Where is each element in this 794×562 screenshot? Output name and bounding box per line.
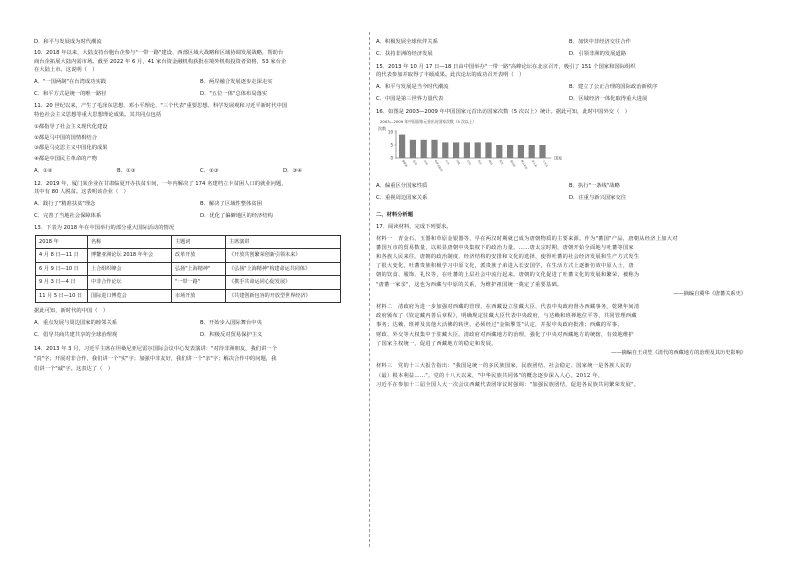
bar [464,142,470,158]
material-1-source: ——摘编自冀华《唐蕃关系史》 [673,290,746,297]
material-line: 财政、外交等大权集中于驻藏大臣。清政府对西藏地方的治理，强化了中央对西藏地方的统辖，有效地维护 [376,331,634,338]
x-tick-label: 德国 [487,159,493,166]
q14-stem-line: "真"字；开展对非合作，我们讲一个"实"字；加强中非友好，我们讲一个"亲"字；解决合作中的问题，我 [34,355,277,362]
x-tick-label: 巴西 [466,159,472,166]
chart-title: 2003—2009 年中国国家元首出访国家次数（5 次以上） [380,119,477,125]
x-tick-label: 埃及 [498,159,504,166]
table-row [36,289,341,303]
q12-option-a[interactable]: A．践行了"精准扶贫"理念 [34,200,96,207]
bar [485,142,491,158]
material-line: 了很大变化。吐蕃贵族积极学习中原文化，派贵族子弟进入长安国学，在生活方式上逐渐仿效中原人士，唐 [376,263,634,270]
question-11 [34,102,366,175]
q14-stem-line: 们讲一个"诚"字。这表达了（ ） [34,365,114,372]
bar [410,140,416,158]
column-divider [369,32,370,547]
table-header-cell: 主题词 [172,235,226,249]
q13-stem: 13．下表为 2018 年在中国举行的部分重大国际活动的情况 [34,225,175,232]
q11-stem-line: 特色社会主义思想等重大思想理论成果。其共同点包括 [34,111,162,118]
events-table [35,235,341,304]
bar [518,145,524,158]
y-tick-label: 0 [390,155,393,161]
table-header-cell: 主席演讲 [226,235,341,249]
left-column [34,38,366,374]
q11-item: ④都是中国民主革命的产物 [34,155,98,162]
table-cell: 《携手共命运同心促发展》 [226,276,341,290]
q14-stem-line: 14．2013 年 3 月，习近平主席在坦桑尼亚尼雷尔国际会议中心发表演讲："对待非洲朋友，我们讲一个 [34,345,277,352]
material-2 [376,303,762,349]
x-tick-label: 墨西哥 [509,159,516,168]
table-cell: 市场开放 [172,289,226,303]
table-cell: 《开放共创繁荣创新引领未来》 [226,249,341,263]
y-tick-label: 10 [387,129,393,135]
x-tick-label: 意大利 [530,159,538,168]
bar [431,140,437,158]
q14-stem [34,344,366,374]
table-row [36,262,341,276]
question-16 [376,108,762,203]
material-line: "唐蕃一家亲"，这也为西藏与中原的关系，为维护祖国统一奠定了重要基础。 [376,281,563,288]
q15-stem [376,63,762,80]
q15-option-b[interactable]: B．建立了公正合理的国际政治新秩序 [569,83,658,90]
table-cell: 国际进口博览会 [88,289,172,303]
q16-option-d[interactable]: D．注重与新兴国家交往 [569,195,627,202]
question-14 [34,344,366,374]
bar [496,145,502,158]
q11-option-c[interactable]: C．②③ [200,168,219,175]
q11-options [34,167,366,175]
q15-stem-line: 15．2013 年 10 月 17 日—18 日由中国举办"一带一路"高峰论坛在北京召开，吸引了 151 个国家和国际组织 [376,63,636,70]
material-line: 材料三 党的十三大报告指出："我国是统一的多民族国家，民族团结、社会稳定、国家统一是各族人民的 [376,363,632,370]
bar [475,142,481,158]
q15-option-d[interactable]: D．区域经济一体化取得重大进展 [569,95,648,102]
x-tick-label: 土耳其 [541,159,549,168]
material-line: 习近平在参加十二届全国人大一次会议西藏代表团审议时强调："加强民族团结，促进各民族共同繁荣发展"。 [376,381,640,388]
bar [421,140,427,158]
table-header-cell: 名称 [88,235,172,249]
x-tick-label: 俄罗斯 [401,159,408,168]
q12-options [34,200,366,220]
table-header-cell: 2018 年 [36,235,88,249]
q14-option-a[interactable]: A．积极发展全球伙伴关系 [376,39,438,45]
question-10 [34,49,366,97]
q14-option-c[interactable]: C．扶持非洲的经济发展 [376,51,433,58]
q15-option-a[interactable]: A．和平与发展是当今时代潮流 [376,83,449,90]
q10-option-d[interactable]: D．"五位一体"总体布局落实 [200,90,268,97]
q12-option-b[interactable]: B．解决了区域性整体贫困 [200,200,262,207]
bar [453,142,459,158]
question-12 [34,180,366,220]
q10-option-c[interactable]: C．和平方式是统一的唯一路径 [34,90,107,97]
bar-chart-svg [376,124,596,176]
bar [399,135,405,158]
y-axis-label: 次数 [378,126,386,132]
q10-option-a[interactable]: A．"一国两制"在台湾成功实践 [34,78,107,85]
bar [529,145,535,158]
x-tick-label: 日本 [444,159,450,166]
material-line: （最）根本利益……"。党的十八大以来，"中华民族共同体"的概念逐步深入人心。2012 年， [376,372,604,379]
q15-option-c[interactable]: C．中国是第三世界力量代表 [376,95,444,102]
table-cell: 《共建创新包容的开放型世界经济》 [226,289,341,303]
material-1 [376,235,762,290]
q10-stem-line: 商台企拓展大陆内需市场。截至 2022 年 6 月，41 家台资金融机构获批在境外机构投资者资格，53 家台企 [34,58,287,65]
q16-option-a[interactable]: A．偏重区分国家性质 [376,183,428,190]
question-15 [376,63,762,103]
q16-stem: 16．如图是 2003—2009 年中国国家元首出访国家次数（5 次以上）统计。据此可知，此时中国外交（ ） [376,108,630,115]
q17-stem: 17．阅读材料，完成下列要求。 [376,224,452,231]
right-column [376,38,762,390]
q14-options [376,38,762,58]
q12-option-c[interactable]: C．完善了当地社会保障体系 [34,212,102,219]
material-line: 事务；达赖、班禅及其他大活佛的转世，必须经过"金瓶掣签"认定，并报中央政府批准；西藏的军事、 [376,322,623,329]
x-axis-label: 国家 [554,155,563,161]
q10-stem-line: 在大陆上市。这说明（ ） [34,67,98,74]
x-tick-label: 哈萨克斯坦 [433,159,443,173]
x-tick-label: 南非 [476,159,483,166]
bar [442,142,448,158]
material-3 [376,362,762,390]
table-cell: 11 月 5 日—10 日 [36,289,88,303]
material-line: 材料一 青金石、玉器和草原金银器等，早在两汉时期就已成为唐朝物质的主要来源。作为"蕃国"产品，唐朝从经济上加大对 [376,235,678,242]
q16-option-b[interactable]: B．执行"一条线"战略 [569,183,620,190]
q13-option-a[interactable]: A．重点发展与周边国家的睦邻关系 [34,319,118,326]
x-tick-label: 澳大利亚 [520,159,528,171]
q12-option-d[interactable]: D．优化了偏僻地区的经济结构 [200,212,273,219]
table-row [36,249,341,263]
q10-options [34,78,366,98]
q12-stem-line: 12．2019 年，厦门某企业在甘肃临夏开办扶贫车间，一年内解决了 174 名建档立卡贫困人口的就业问题， [34,180,287,187]
q12-stem [34,180,366,197]
table-cell: 弘扬"上海精神" [172,262,226,276]
x-tick-label: 美国 [412,159,418,166]
q14-option-d[interactable]: D．引领非洲的发展道路 [569,51,627,58]
section-heading: 二、材料分析题 [376,211,414,218]
q15-options [376,83,762,103]
table-cell: 6 月 9 日—10 日 [36,262,88,276]
material-2-source: ——摘编自王戎笙《清代的西藏地方的治理及其历史影响》 [611,350,746,357]
q11-stem [34,102,366,119]
q15-stem-line: 的代表参加并取得了丰硕成果。此次论坛的成功召开表明（ ） [376,72,525,79]
material-line: 政府颁布了《钦定藏内善后章程》，明确规定驻藏大臣代表中央政府，与达赖和班禅地位平等，共同管理西藏 [376,313,637,320]
table-cell: 《弘扬"上海精神"构建命运共同体》 [226,262,341,276]
q10-option-b[interactable]: B．两岸融合发展逐步走深走实 [200,78,273,85]
table-cell: 中非合作论坛 [88,276,172,290]
table-cell: 上合组织峰会 [88,262,172,276]
q11-item: ①都指导了社会主义现代化建设 [34,124,108,131]
q11-option-b[interactable]: B．①③ [117,168,136,175]
table-cell: 博鳌亚洲论坛 2018 年年会 [88,249,172,263]
table-cell: 9 月 3 日—4 日 [36,276,88,290]
q14-option-b[interactable]: B．加快中非经济交往合作 [569,39,631,45]
q13-option-c[interactable]: C．倡导共商共建共享的全球治理观 [34,331,118,338]
q13-after: 据此可知，新时代的中国（ ） [34,308,109,315]
table-row [36,276,341,290]
q13-option-b[interactable]: B．开始步入国际舞台中央 [200,319,262,326]
q11-items [34,122,366,164]
table-cell: 改革开放 [172,249,226,263]
visit-chart [376,119,762,179]
q10-stem-line: 10．2018 年以来，大陆支持台胞台企参与"一带一路"建设、西部区域大战略和区域协调发展战略，帮助台 [34,50,284,57]
material-line: 材料二 清政府为进一步加强对西藏的管理，在西藏设立驻藏大臣，代表中央政府督办西藏事务。乾隆年间清 [376,304,640,311]
q16-options [376,182,762,202]
table-cell: "一带一路" [172,276,226,290]
material-line: 蕃国互市的贸易数量，以彰显唐朝中央集权下的政治力量。……唐太宗时期，唐朝开始全面地与吐蕃等国家 [376,244,634,251]
x-tick-label: 法国 [422,159,429,166]
q11-option-d[interactable]: D．③④ [283,168,302,175]
q16-option-c[interactable]: C．重视周边国家关系 [376,195,428,202]
q11-item: ②都是马中国的国情相结合 [34,134,98,141]
q10-stem [34,49,366,74]
bar [507,145,513,158]
q13-options [34,319,366,339]
question-13 [34,224,366,339]
y-tick-label: 5 [390,142,393,148]
q11-option-a[interactable]: A．①② [34,168,53,175]
q13-option-d[interactable]: D．积极反对贸易保护主义 [200,331,263,338]
q11-item: ③都是马克思主义中国化的成果 [34,145,108,152]
q9-option-d: D．和平与发展成为时代潮流 [34,39,102,45]
material-line: 朝的饮食、服饰、礼仪等，在吐蕃的上层社会中流行起来。唐朝的文化促进了吐蕃文化的发展和繁荣，被称为 [376,272,640,279]
material-line: 了国家主权统一，促进了西藏地方的稳定和发展。 [376,340,497,347]
material-line: 和各族人民来往。唐朝的政治制度、经济结构的安排和文化的选择，使得吐蕃的社会经济发展和生产方式发生 [376,253,640,260]
table-header-row [36,235,341,249]
q12-stem-line: 其中有 80 人脱贫。这表明该企业（ ） [34,189,129,196]
q11-stem-line: 11．20 世纪以来，产生了毛泽东思想、邓小平理论、"三个代表"重要思想、科学发展观和习近平新时代中国 [34,103,288,110]
bar [539,145,545,158]
x-tick-label: 印度 [455,159,461,166]
table-cell: 4 月 8 日—11 日 [36,249,88,263]
